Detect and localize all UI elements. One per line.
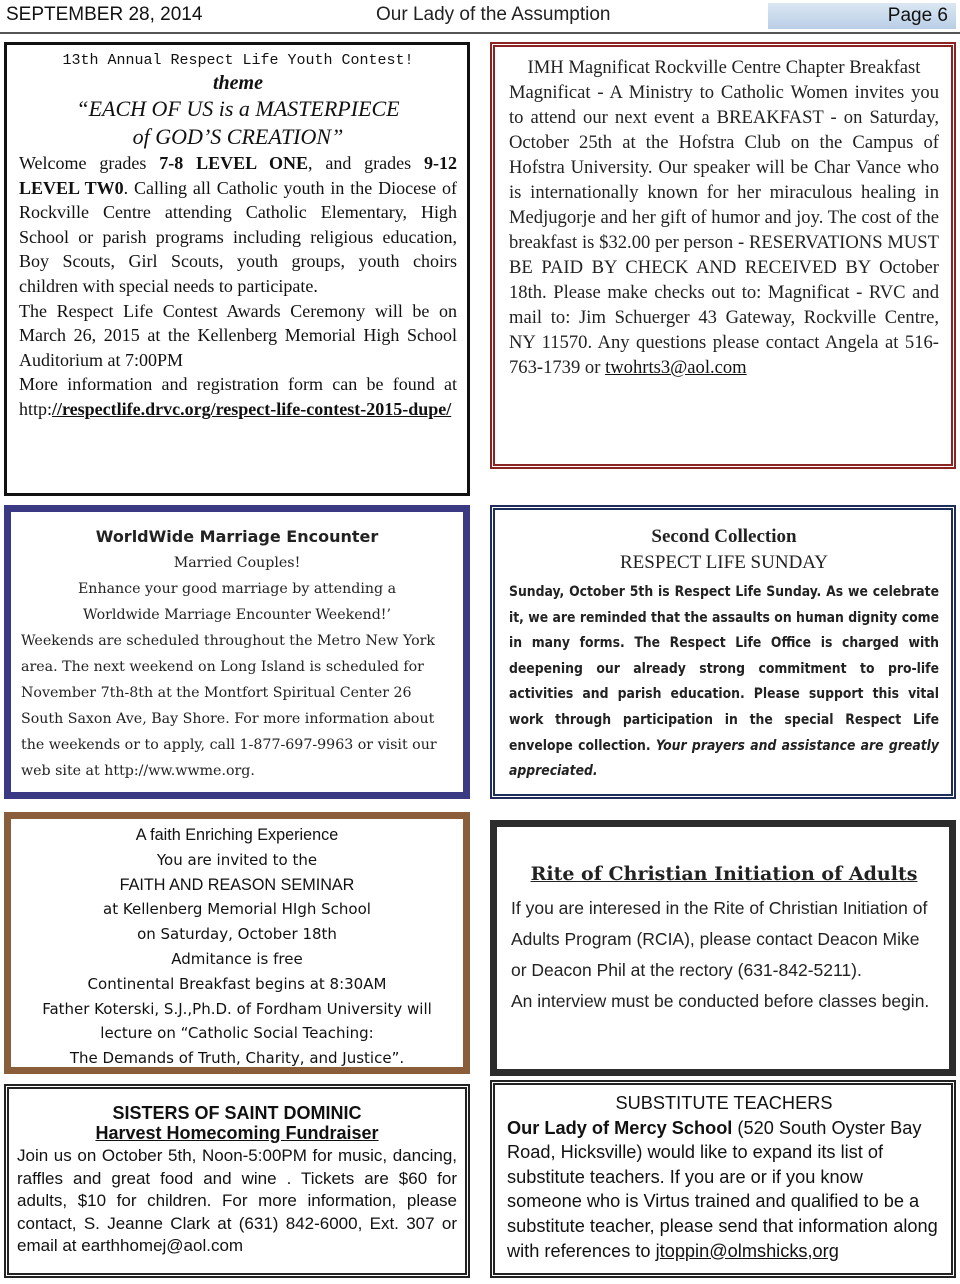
- collection-closing: Your prayers and assistance are greatly appreciated.: [509, 737, 939, 780]
- marriage-line1: Married Couples!: [173, 555, 301, 571]
- rcia-note: An interview must be conducted before classes begin.: [511, 991, 930, 1011]
- marriage-body: Weekends are scheduled throughout the Metro New York area. The next weekend on Long Island is scheduled for November 7th-8th at the Montfort Spiritual Center 26 South Saxon Ave, Bay Shore. For more information about the weekends or to apply, call 1-877-697-9963 or visit our web site at http://ww.wwme.org.: [21, 633, 437, 779]
- contest-welcome-a: Welcome grades: [19, 153, 160, 173]
- rcia-body: If you are interesed in the Rite of Christian Initiation of Adults Program (RCIA), please contact Deacon Mike or Deacon Phil at the rectory (631-842-5211).: [511, 898, 928, 980]
- contest-heading: 13th Annual Respect Life Youth Contest!: [62, 52, 414, 69]
- contest-theme-line1: “EACH OF US is a MASTERPIECE: [76, 96, 400, 121]
- marriage-line3: Worldwide Marriage Encounter Weekend!’: [82, 607, 392, 623]
- contest-more-info: [19, 372, 457, 421]
- contest-level-two: 9-12 LEVEL TW0: [19, 153, 458, 198]
- magnificat-email-link[interactable]: twohrts3@aol.com: [605, 357, 747, 378]
- collection-body-text: Sunday, October 5th is Respect Life Sunday. As we celebrate it, we are reminded that the assaults on human dignity come in many forms. The Respect Life Office is charged with deepening our already strong commitment to pro-life activities and parish education. Please support this vital work through participation in the special Respect Life envelope collection.: [509, 584, 939, 754]
- substitute-body-text: (520 South Oyster Bay Road, Hicksville) would like to expand its list of substitute teachers. If you are or if you know someone who is Virtus trained and qualified to be a substitute teacher, please send that information along with references to: [507, 1117, 938, 1261]
- marriage-title: WorldWide Marriage Encounter: [95, 527, 379, 546]
- marriage-encounter-box: [4, 505, 470, 799]
- magnificat-box: [490, 42, 956, 469]
- parish-name: Our Lady of the Assumption: [376, 4, 611, 25]
- seminar-line1: A faith Enriching Experience: [135, 826, 339, 844]
- substitute-body: [507, 1116, 941, 1264]
- contest-theme-line2: of GOD’S CREATION”: [132, 124, 344, 149]
- seminar-line3: FAITH AND REASON SEMINAR: [119, 875, 355, 894]
- collection-title2: RESPECT LIFE SUNDAY: [620, 552, 828, 573]
- issue-date: SEPTEMBER 28, 2014: [6, 4, 203, 25]
- contest-level-one: 7-8 LEVEL ONE: [159, 153, 308, 173]
- seminar-line7: Continental Breakfast begins at 8:30AM: [87, 974, 387, 993]
- seminar-line4: at Kellenberg Memorial HIgh School: [103, 900, 371, 919]
- header-rule: [0, 32, 960, 34]
- collection-body: [509, 580, 939, 785]
- sisters-body: Join us on October 5th, Noon-5:00PM for music, dancing, raffles and great food and wine . Tickets are $60 for adults, $10 for children. For more information, please contact, S. Jeanne Clark at (631) 842-6000, Ext. 307 or email at earthhomej@aol.com: [17, 1146, 457, 1256]
- second-collection-box: [490, 505, 956, 799]
- contest-ceremony: The Respect Life Contest Awards Ceremony will be on March 26, 2015 at the Kellenberg Memorial High School Auditorium at 7:00PM: [19, 300, 457, 370]
- substitute-school: Our Lady of Mercy School: [507, 1117, 733, 1138]
- respect-life-contest-box: [4, 42, 470, 496]
- contest-theme-label: theme: [213, 72, 263, 94]
- contest-more-info-text: More information and registration form can be found at: [19, 374, 457, 395]
- substitute-teachers-box: [490, 1080, 956, 1278]
- contest-link[interactable]: //respectlife.drvc.org/respect-life-contest-2015-dupe/: [52, 398, 452, 419]
- substitute-email-link[interactable]: jtoppin@olmshicks,org: [655, 1240, 839, 1261]
- sisters-title2: Harvest Homecoming Fundraiser: [95, 1123, 379, 1143]
- marriage-line2: Enhance your good marriage by attending a: [77, 581, 397, 597]
- substitute-title: SUBSTITUTE TEACHERS: [615, 1093, 833, 1113]
- page-number: Page 6: [768, 3, 956, 29]
- contest-welcome-b: , and grades: [307, 153, 425, 173]
- rcia-title: Rite of Christian Initiation of Adults: [530, 863, 918, 885]
- seminar-line8: Father Koterski, S.J.,Ph.D. of Fordham University will lecture on “Catholic Social Teaching:: [42, 999, 432, 1043]
- seminar-line2: You are invited to the: [156, 850, 318, 869]
- contest-link-prefix: http:: [19, 398, 53, 419]
- page-header: [0, 0, 960, 34]
- rcia-box: [490, 820, 956, 1076]
- magnificat-body: [509, 80, 939, 380]
- collection-title1: Second Collection: [651, 526, 797, 547]
- sisters-title1: SISTERS OF SAINT DOMINIC: [112, 1103, 362, 1123]
- magnificat-body-text: Magnificat - A Ministry to Catholic Women invites you to attend our next event a BREAKFAST - on Saturday, October 25th at the Hofstra Club on the Campus of Hofstra University. Our speaker will be Char Vance who is internationally known for her miraculous healing in Medjugorje and her gift of humor and joy. The cost of the breakfast is $32.00 per person - RESERVATIONS MUST BE PAID BY CHECK AND RECEIVED BY October 18th. Please make checks out to: Magnificat - RVC and mail to: Jim Schuerger 43 Gateway, Rockville Centre, NY 11570. Any questions please contact Angela at 516-763-1739 or: [509, 82, 939, 378]
- seminar-line9: The Demands of Truth, Charity, and Justice”.: [69, 1049, 405, 1068]
- seminar-line6: Admitance is free: [171, 949, 303, 968]
- magnificat-title: IMH Magnificat Rockville Centre Chapter Breakfast: [527, 57, 921, 78]
- faith-reason-seminar-box: [4, 812, 470, 1074]
- sisters-fundraiser-box: [4, 1084, 470, 1278]
- contest-body: [19, 151, 457, 299]
- seminar-line5: on Saturday, October 18th: [137, 925, 337, 944]
- contest-description: . Calling all Catholic youth in the Diocese of Rockville Centre attending Catholic Elementary, High School or parish programs including religious education, Boy Scouts, Girl Scouts, youth groups, youth choirs children with special needs to participate.: [19, 177, 458, 296]
